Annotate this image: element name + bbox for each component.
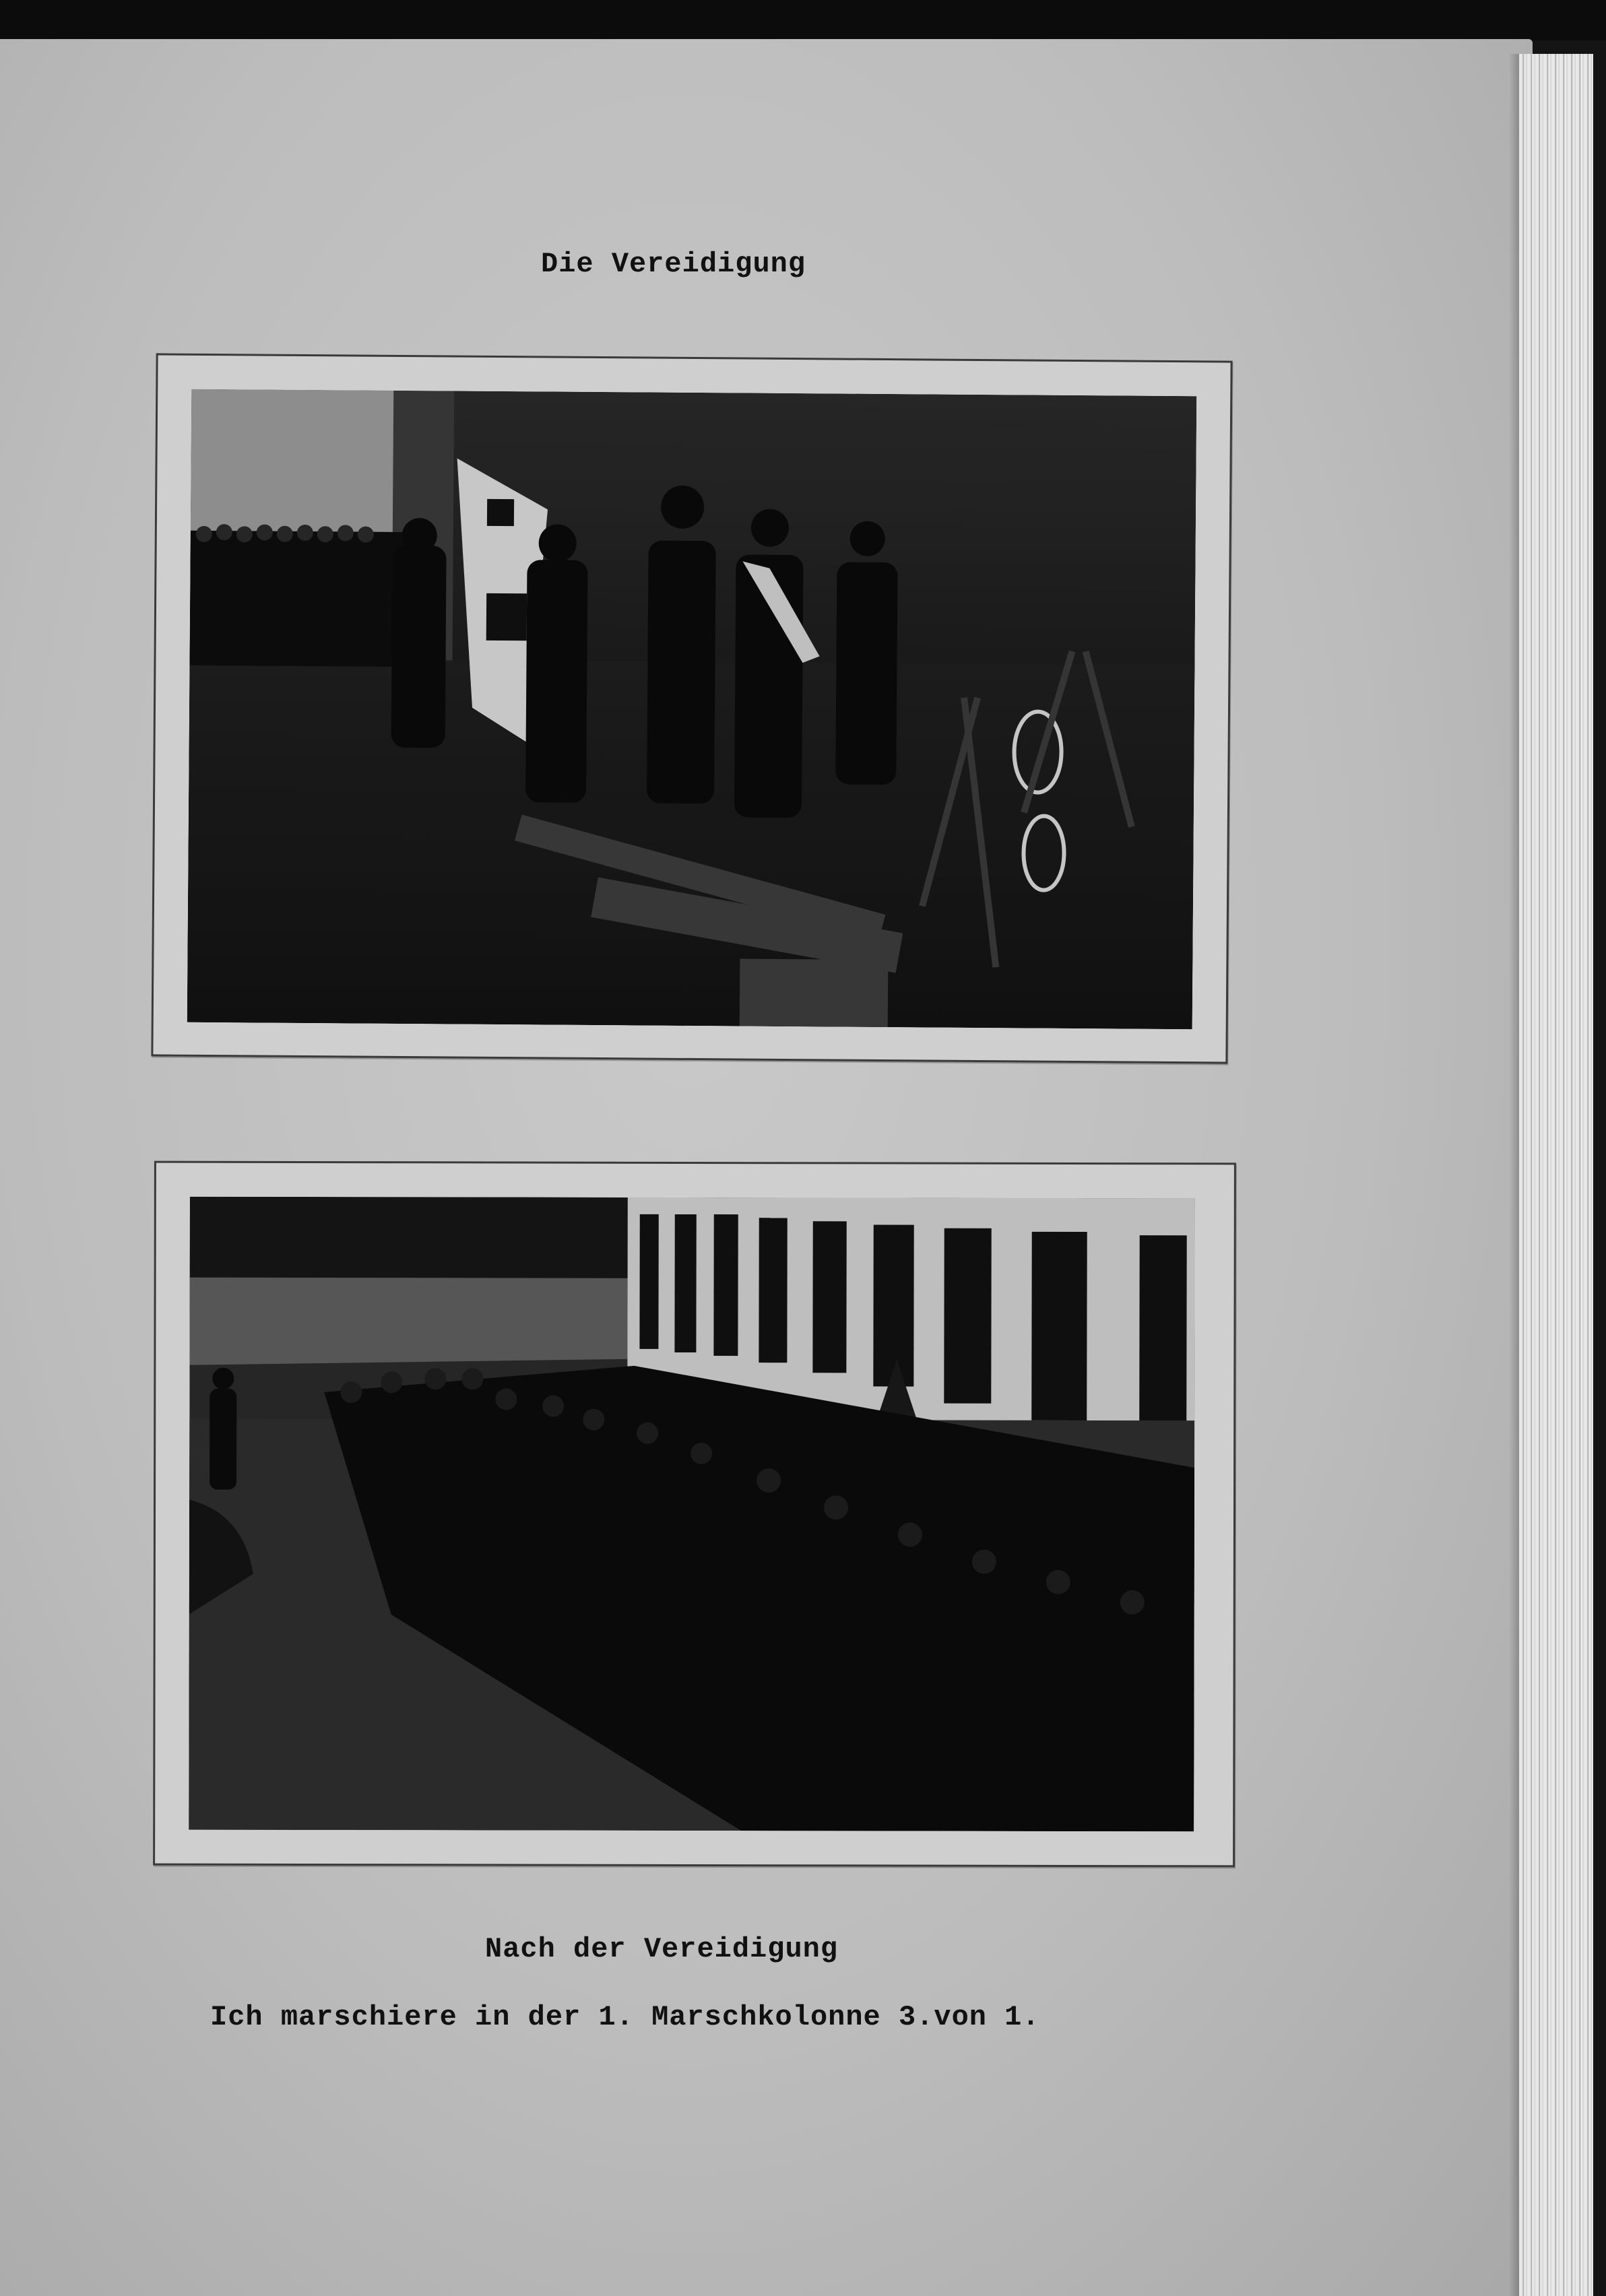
marching-column-image bbox=[189, 1197, 1195, 1832]
page-title: Die Vereidigung bbox=[541, 248, 806, 280]
caption-marching: Ich marschiere in der 1. Marschkolonne 3.von 1. bbox=[210, 2001, 1040, 2033]
marching-column-photo bbox=[189, 1197, 1195, 1832]
oath-ceremony-photo bbox=[187, 389, 1197, 1029]
oath-ceremony-image bbox=[187, 389, 1197, 1029]
book-page-edges bbox=[1519, 54, 1593, 2296]
caption-after-oath: Nach der Vereidigung bbox=[485, 1933, 839, 1965]
page-sheet bbox=[0, 39, 1533, 2296]
photo-frame-bottom bbox=[153, 1161, 1236, 1868]
photo-frame-top bbox=[151, 353, 1232, 1063]
scan-top-border bbox=[0, 0, 1606, 40]
